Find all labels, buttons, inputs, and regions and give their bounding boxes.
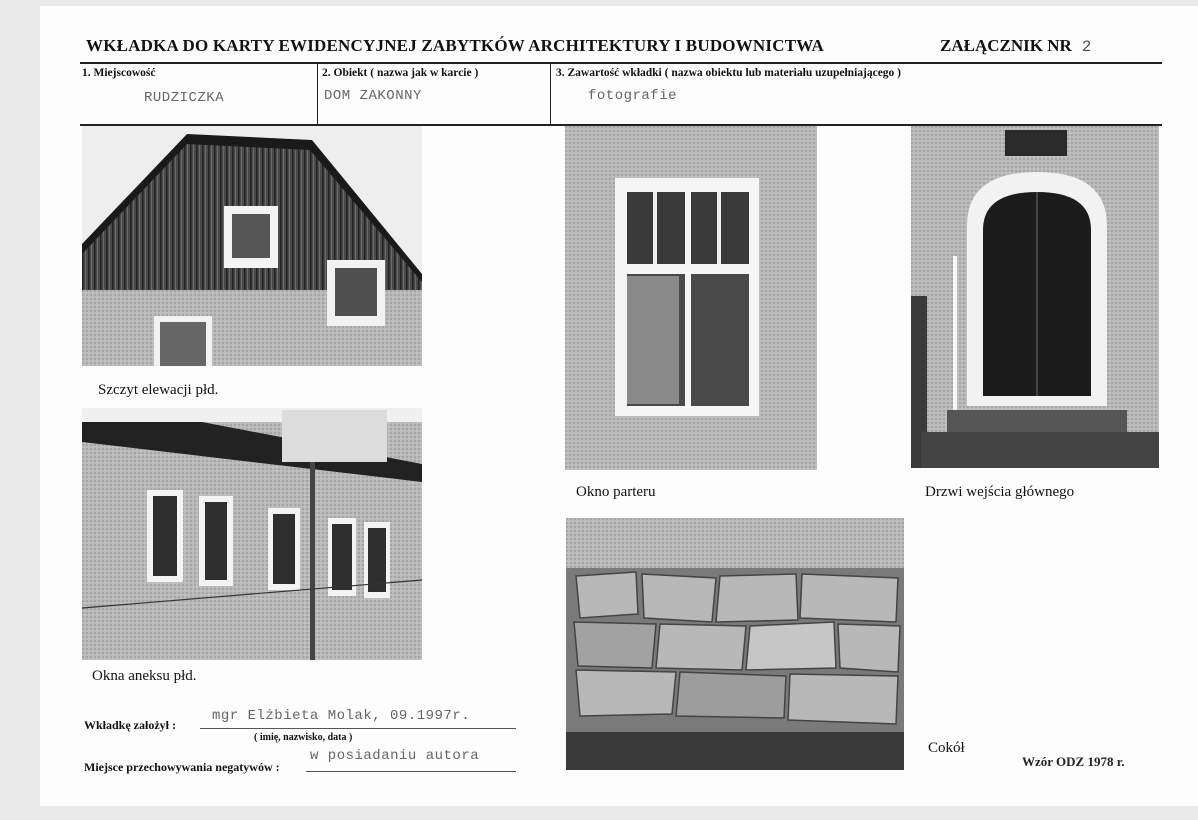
negatives-storage-label: Miejsce przechowywania negatywów : — [84, 760, 280, 774]
form-template-label: Wzór ODZ 1978 r. — [1022, 754, 1125, 769]
photo-plinth — [566, 518, 904, 770]
photo-window-image — [565, 126, 817, 470]
annex-label-text: ZAŁĄCZNIK NR — [940, 36, 1072, 55]
created-by-value: mgr Elżbieta Molak, 09.1997r. — [212, 708, 471, 724]
photo-annex-image — [82, 408, 422, 660]
created-by-underline — [200, 728, 516, 729]
caption-annex: Okna aneksu płd. — [92, 668, 197, 684]
photo-annex — [82, 408, 422, 660]
photo-gable-image — [82, 126, 422, 366]
created-by-label: Wkładkę założył : — [84, 718, 176, 732]
photo-door — [911, 126, 1159, 468]
caption-door: Drzwi wejścia głównego — [925, 484, 1075, 500]
field-value-object: DOM ZAKONNY — [324, 88, 422, 104]
annex-number: 2 — [1081, 38, 1092, 56]
document-title: WKŁADKA DO KARTY EWIDENCYJNEJ ZABYTKÓW ARCHITEKTURY I BUDOWNICTWA — [86, 36, 825, 55]
photo-door-image — [911, 126, 1159, 468]
caption-gable: Szczyt elewacji płd. — [98, 382, 219, 398]
top-rule — [80, 62, 1162, 64]
caption-plinth: Cokół — [928, 740, 965, 756]
photo-window — [565, 126, 817, 470]
caption-window: Okno parteru — [576, 484, 656, 500]
negatives-storage-underline — [306, 771, 516, 772]
field-value-locality: RUDZICZKA — [144, 90, 225, 106]
photo-gable — [82, 126, 422, 366]
field-label-contents: 3. Zawartość wkładki ( nazwa obiektu lub materiału uzupełniającego ) — [556, 67, 902, 79]
field-label-locality: 1. Miejscowość — [82, 67, 156, 79]
card-sheet — [40, 6, 1198, 806]
photo-plinth-image — [566, 518, 904, 770]
negatives-storage-value: w posiadaniu autora — [310, 748, 480, 764]
annex-label — [940, 36, 1091, 56]
field-value-contents: fotografie — [588, 88, 678, 104]
created-by-hint: ( imię, nazwisko, data ) — [254, 732, 353, 743]
field-divider-1 — [317, 62, 318, 124]
field-divider-2 — [550, 62, 551, 124]
field-label-object: 2. Obiekt ( nazwa jak w karcie ) — [322, 67, 479, 79]
